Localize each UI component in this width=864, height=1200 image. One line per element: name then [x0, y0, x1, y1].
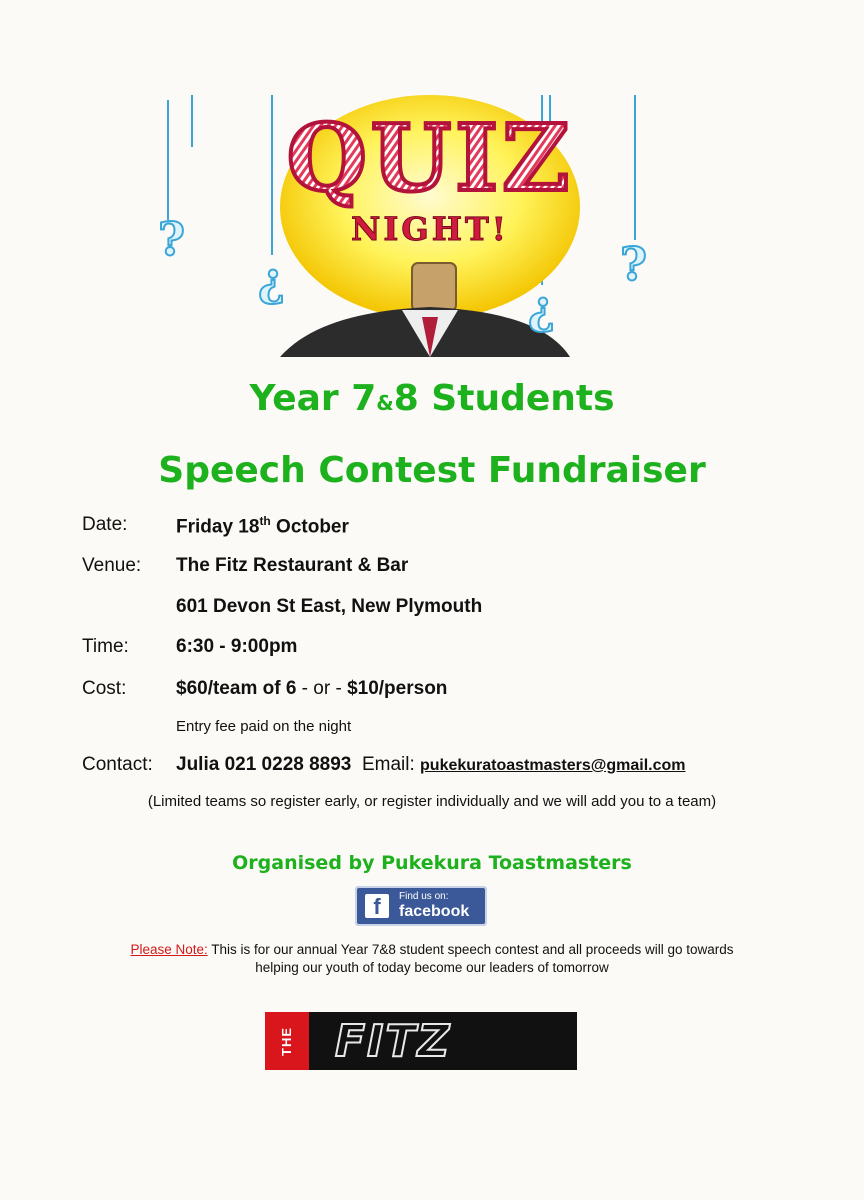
email-link[interactable]: pukekuratoastmasters@gmail.com	[420, 757, 686, 774]
contact-phone: Julia 021 0228 8893	[176, 754, 352, 775]
please-note-label: Please Note:	[130, 942, 208, 957]
fitz-logo-word: FITZ	[335, 1016, 452, 1067]
organised-by: Organised by Pukekura Toastmasters	[232, 852, 632, 874]
quiz-night-illustration	[150, 95, 710, 357]
fitz-logo-the-block	[265, 1012, 309, 1070]
headline-year-post: 8 Students	[393, 378, 615, 419]
inverted-question-mark-icon: ¿	[258, 252, 285, 306]
cost-value	[176, 678, 447, 700]
date-label: Date:	[82, 514, 128, 535]
cost-team: $60/team of 6	[176, 678, 297, 699]
cost-note: Entry fee paid on the night	[176, 718, 352, 735]
register-note: (Limited teams so register early, or register individually and we will add you to a team)	[147, 793, 717, 810]
cost-person: $10/person	[347, 678, 448, 699]
time-value: 6:30 - 9:00pm	[176, 636, 298, 657]
time-label: Time:	[82, 636, 129, 657]
please-note	[0, 941, 864, 977]
facebook-wordmark: facebook	[399, 903, 470, 920]
please-note-line1: This is for our annual Year 7&8 student speech contest and all proceeds will go towards	[207, 942, 734, 957]
inverted-question-mark-icon: ¿	[528, 280, 555, 334]
facebook-find-us: Find us on:	[399, 891, 449, 902]
facebook-icon: f	[365, 894, 389, 918]
date-month: October	[270, 516, 349, 538]
date-value	[176, 514, 349, 538]
question-mark-icon: ?	[158, 212, 185, 266]
venue-label: Venue:	[82, 555, 142, 576]
quiz-night-banner	[150, 95, 710, 357]
the-fitz-logo	[265, 1012, 577, 1070]
cost-separator: - or -	[296, 678, 348, 699]
headline-fundraiser: Speech Contest Fundraiser	[158, 450, 706, 491]
contact-value	[176, 754, 686, 776]
date-suffix: th	[259, 514, 271, 528]
fitz-logo-the: THE	[279, 1027, 294, 1056]
venue-name: The Fitz Restaurant & Bar	[176, 555, 409, 576]
headline-ampersand: &	[376, 391, 394, 415]
headline-year-students	[0, 378, 864, 419]
contact-label: Contact:	[82, 754, 153, 775]
date-day: Friday 18	[176, 516, 260, 538]
question-mark-icon: ?	[620, 237, 647, 291]
headline-year-pre: Year 7	[249, 378, 377, 419]
facebook-badge[interactable]	[355, 886, 487, 926]
email-label: Email:	[361, 754, 415, 775]
bulb-socket-icon	[412, 263, 456, 311]
cost-label: Cost:	[82, 678, 127, 699]
night-subtitle: NIGHT!	[351, 210, 509, 248]
please-note-line2: helping our youth of today become our leaders of tomorrow	[255, 960, 609, 975]
quiz-title: QUIZ	[286, 104, 574, 212]
venue-address: 601 Devon St East, New Plymouth	[176, 596, 483, 617]
